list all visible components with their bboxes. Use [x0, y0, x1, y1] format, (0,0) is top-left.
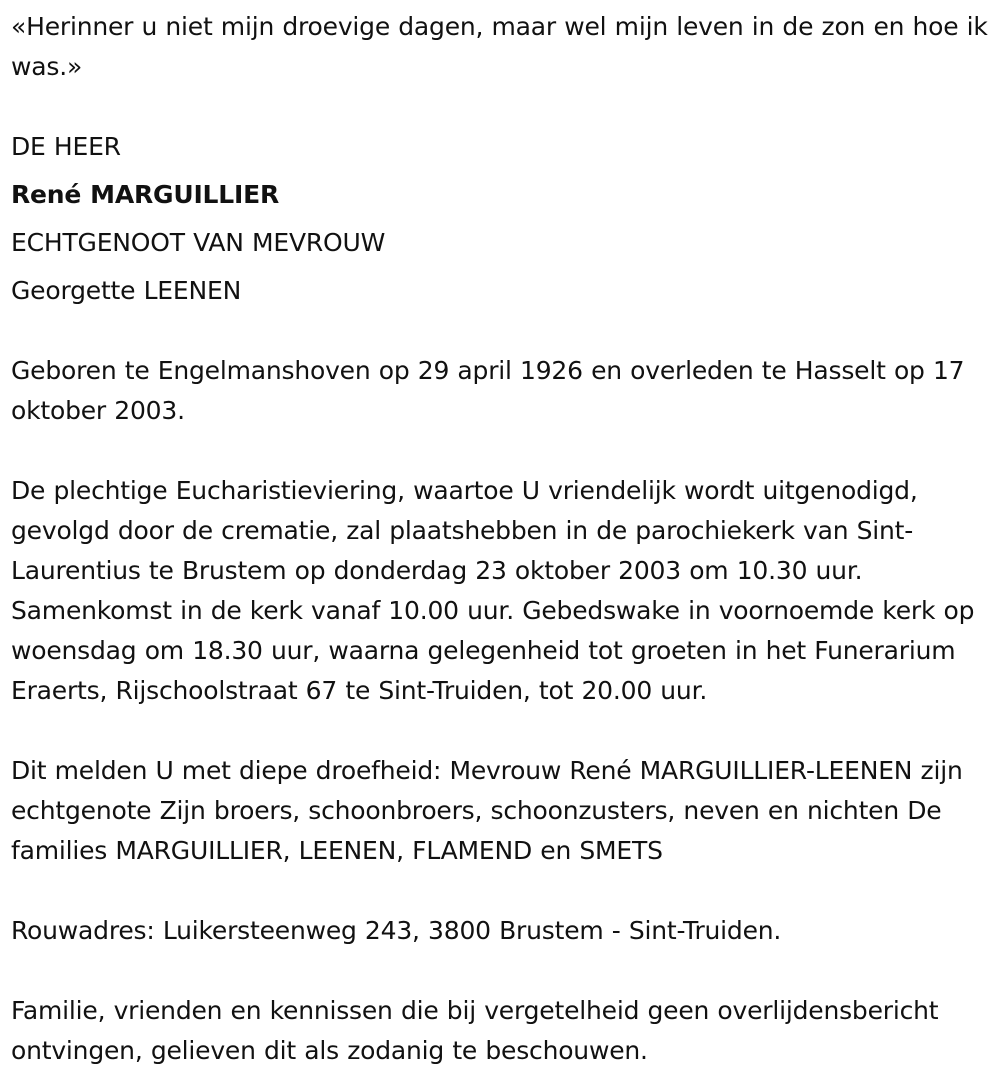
spouse-label: ECHTGENOOT VAN MEVROUW — [11, 228, 386, 257]
deceased-name: René MARGUILLIER — [11, 180, 280, 209]
memorial-quote: «Herinner u niet mijn droevige dagen, maar wel mijn leven in de zon en hoe ik was.» — [11, 12, 988, 81]
announcement-paragraph: Dit melden U met diepe droefheid: Mevrouw René MARGUILLIER-LEENEN zijn echtgenote Zijn broers, schoonbroers, schoonzusters, neven en nichten De families MARGUILLIER, LEENEN, FLAMEND en SMETS — [11, 756, 963, 865]
closing-paragraph: Familie, vrienden en kennissen die bij vergetelheid geen overlijdensbericht ontvingen, gelieven dit als zodanig te beschouwen. — [11, 996, 939, 1065]
funeral-address: Rouwadres: Luikersteenweg 243, 3800 Brustem - Sint-Truiden. — [11, 916, 782, 945]
obituary-document — [11, 7, 996, 1071]
spouse-name: Georgette LEENEN — [11, 276, 242, 305]
ceremony-paragraph: De plechtige Eucharistieviering, waartoe U vriendelijk wordt uitgenodigd, gevolgd door de crematie, zal plaatshebben in de parochiekerk van Sint-Laurentius te Brustem op donderdag 23 oktober 2003 om 10.30 uur. Samenkomst in de kerk vanaf 10.00 uur. Gebedswake in voornoemde kerk op woensdag om 18.30 uur, waarna gelegenheid tot groeten in het Funerarium Eraerts, Rijschoolstraat 67 te Sint-Truiden, tot 20.00 uur. — [11, 476, 975, 705]
birth-death-paragraph: Geboren te Engelmanshoven op 29 april 1926 en overleden te Hasselt op 17 oktober 2003. — [11, 356, 965, 425]
honorific-title: DE HEER — [11, 132, 121, 161]
